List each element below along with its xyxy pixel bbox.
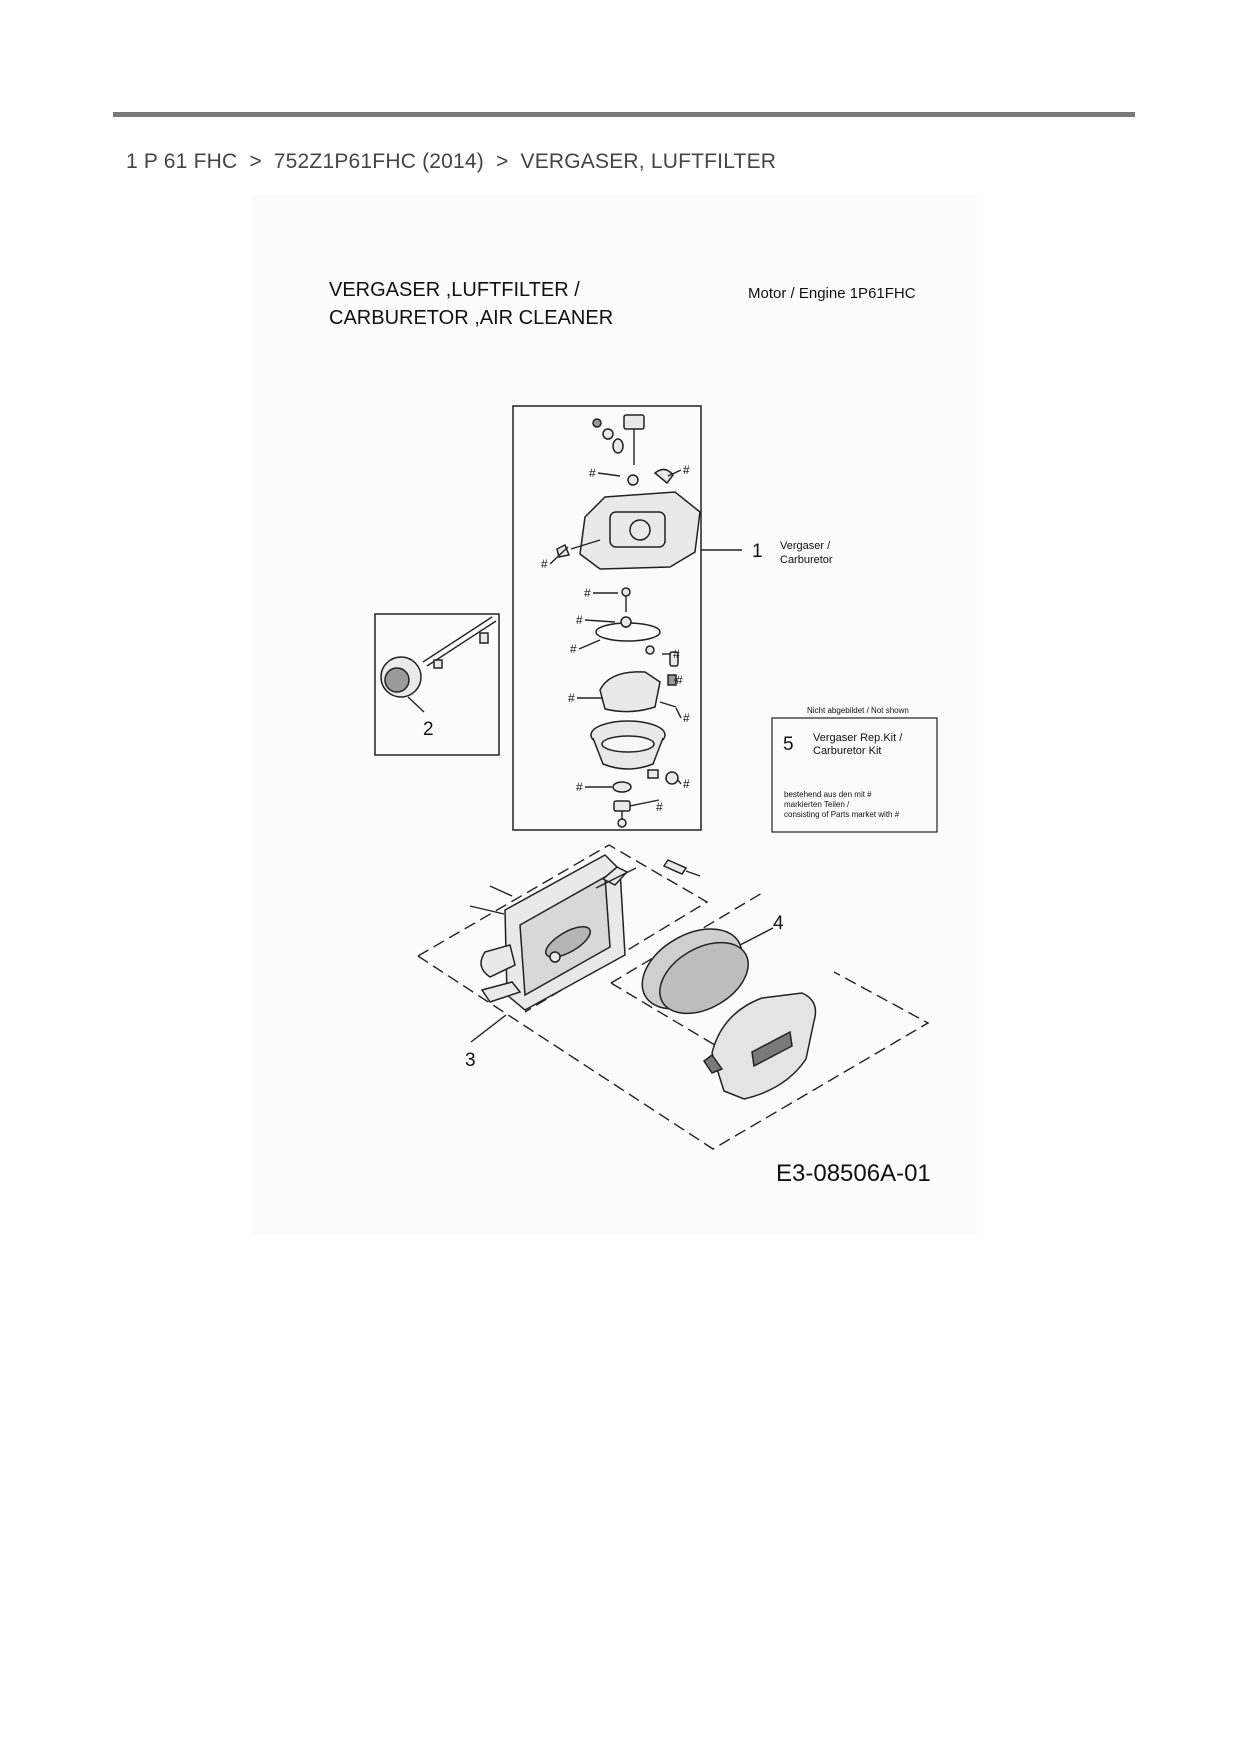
- callout-2-number: 2: [423, 719, 434, 740]
- kit-not-shown: Nicht abgebildet / Not shown: [807, 706, 909, 715]
- hash-mark: #: [576, 780, 583, 794]
- hash-mark: #: [676, 673, 683, 687]
- hash-mark: #: [683, 463, 690, 477]
- callout-1-number: 1: [752, 541, 763, 562]
- hash-mark: #: [656, 800, 663, 814]
- kit-label-line2: Carburetor Kit: [813, 745, 882, 757]
- callout-1-label-line1: Vergaser /: [780, 540, 831, 552]
- breadcrumb-separator: >: [249, 150, 262, 173]
- hash-mark: #: [584, 586, 591, 600]
- hash-mark: #: [589, 466, 596, 480]
- callout-1-label-line2: Carburetor: [780, 554, 833, 566]
- callout-4-number: 4: [773, 913, 784, 934]
- air-cleaner-parts: [418, 845, 928, 1149]
- breadcrumb-item-model[interactable]: 752Z1P61FHC (2014): [273, 150, 485, 173]
- hash-mark: #: [568, 691, 575, 705]
- hash-mark: #: [683, 711, 690, 725]
- hash-mark: #: [570, 642, 577, 656]
- breadcrumb-item-section: VERGASER, LUFTFILTER: [520, 150, 777, 173]
- kit-note-line1: bestehend aus den mit #: [784, 790, 872, 799]
- diagram-title-line2: CARBURETOR ,AIR CLEANER: [329, 307, 614, 329]
- kit-label-line1: Vergaser Rep.Kit /: [813, 732, 903, 744]
- primer-parts: [381, 617, 496, 712]
- kit-number: 5: [783, 734, 794, 755]
- engine-label: Motor / Engine 1P61FHC: [748, 285, 916, 302]
- hash-mark: #: [683, 777, 690, 791]
- kit-note-line2: markierten Teilen /: [784, 800, 850, 809]
- diagram-title-line1: VERGASER ,LUFTFILTER /: [329, 279, 580, 301]
- carburetor-group-box: [513, 406, 701, 830]
- callout-3-number: 3: [465, 1050, 476, 1071]
- drawing-code: E3-08506A-01: [776, 1160, 931, 1187]
- kit-note-line3: consisting of Parts market with #: [784, 810, 900, 819]
- hash-mark: #: [576, 613, 583, 627]
- hash-mark: #: [673, 647, 680, 661]
- breadcrumb-item-engine[interactable]: 1 P 61 FHC: [126, 150, 238, 173]
- carburetor-parts: [557, 415, 742, 827]
- breadcrumb-separator: >: [496, 150, 509, 173]
- hash-mark: #: [541, 557, 548, 571]
